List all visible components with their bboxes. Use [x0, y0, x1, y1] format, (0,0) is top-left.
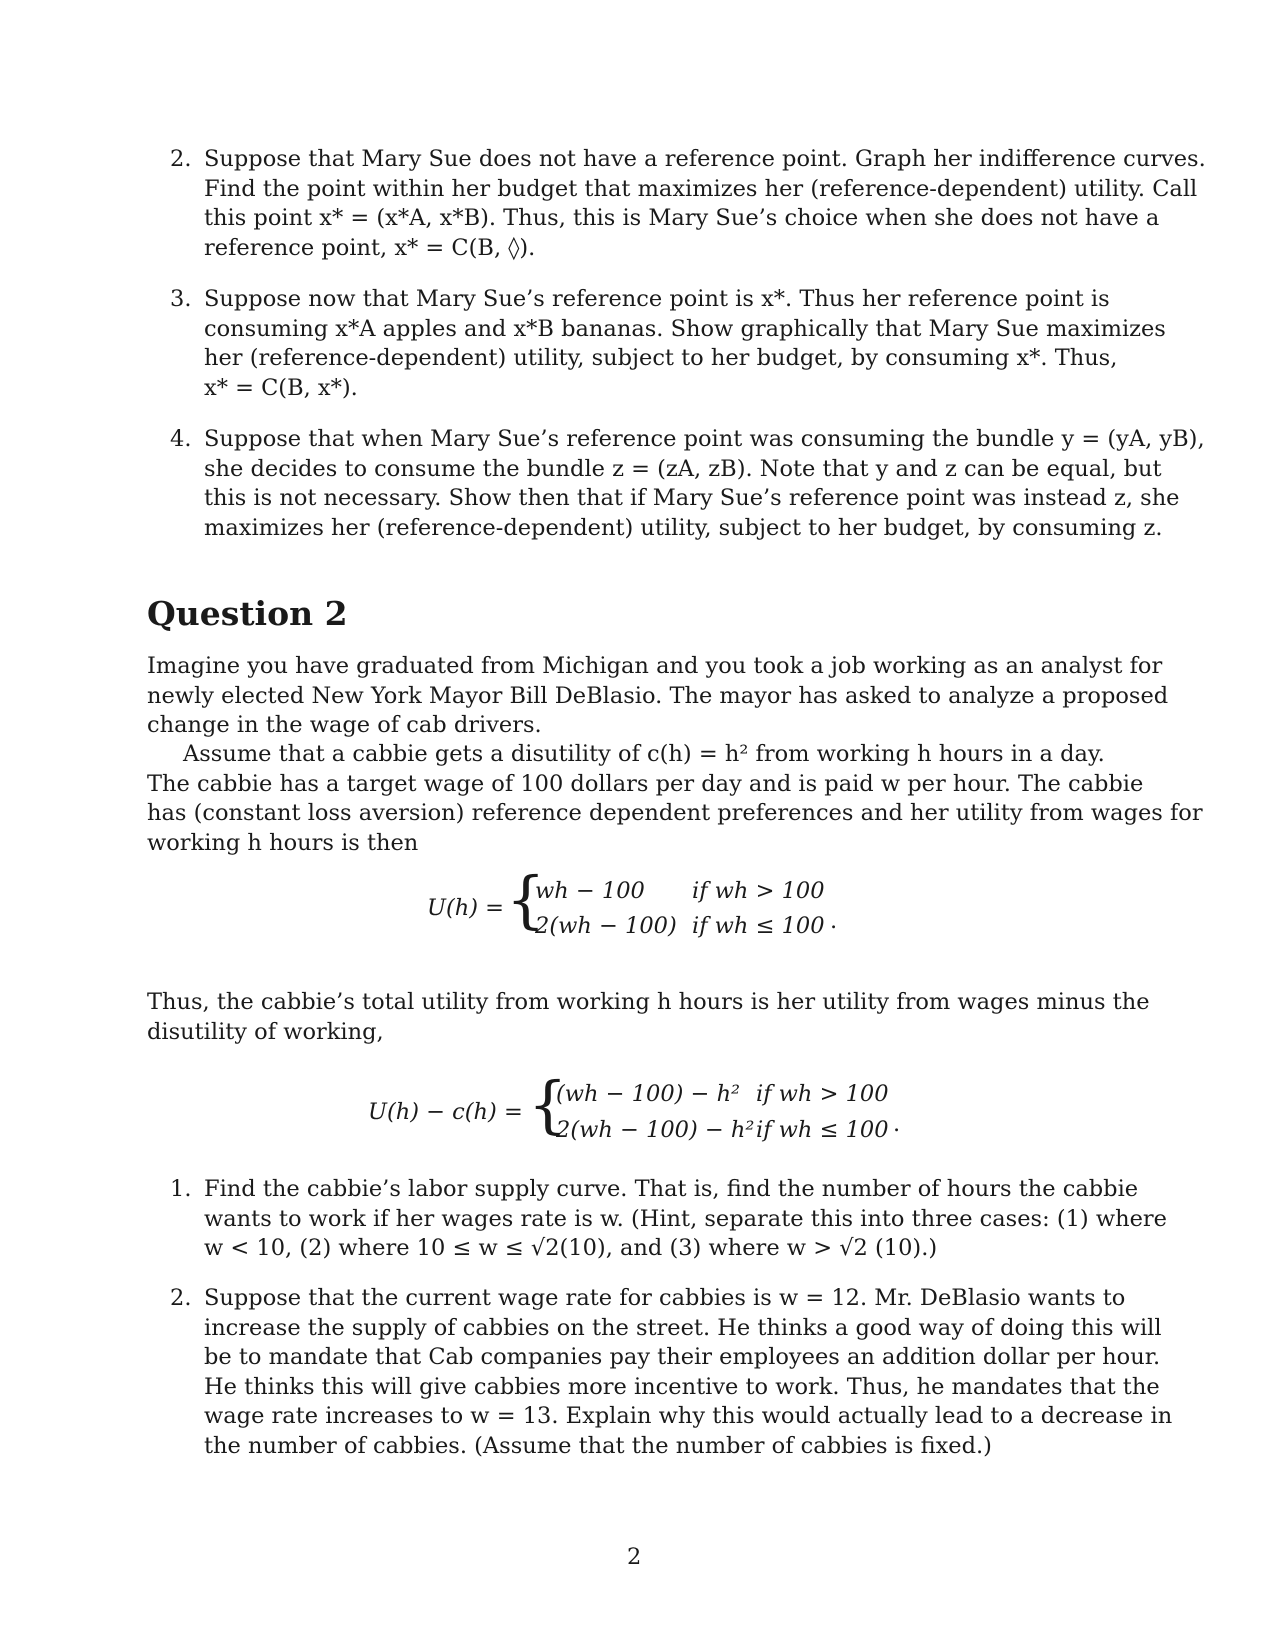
case-1-condition: if wh > 100 [692, 878, 825, 904]
q2-item-1-line: Find the cabbie’s labor supply curve. That is, find the number of hours the cabbie [204, 1176, 1139, 1202]
q2-item-1-line: w < 10, (2) where 10 ≤ w ≤ √2(10), and (3) where w > √2 (10).) [204, 1235, 938, 1261]
section-heading: Question 2 [147, 594, 348, 633]
page-number: 2 [627, 1544, 642, 1570]
item-2-line: reference point, x* = C(B, ◊). [204, 234, 536, 261]
equation-period: . [893, 1111, 901, 1137]
case-1-expression: (wh − 100) − h² [556, 1081, 741, 1107]
item-4-text [204, 425, 1205, 543]
equation-period: . [830, 908, 838, 934]
q2-item-2-number: 2. [170, 1285, 192, 1311]
item-4-line: she decides to consume the bundle z = (zA, zB). Note that y and z can be equal, but [204, 455, 1162, 482]
equation-lhs: U(h) = [427, 895, 505, 921]
item-2-line: this point x* = (x*A, x*B). Thus, this is Mary Sue’s choice when she does not have a [204, 205, 1160, 231]
intro-line: change in the wage of cab drivers. [147, 712, 542, 738]
item-3-number: 3. [170, 286, 192, 312]
left-brace: { [528, 1068, 568, 1141]
total-utility-line: Thus, the cabbie’s total utility from working h hours is her utility from wages minus the [147, 989, 1150, 1015]
item-2-text [204, 145, 1206, 263]
case-2-expression: 2(wh − 100) − h² [556, 1117, 755, 1143]
assumption-line: has (constant loss aversion) reference dependent preferences and her utility from wages for [147, 800, 1203, 826]
item-2-number: 2. [170, 146, 192, 172]
item-3-line: x* = C(B, x*). [204, 374, 358, 401]
equation-lhs: U(h) − c(h) = [368, 1099, 523, 1125]
q2-item-1-line: wants to work if her wages rate is w. (Hint, separate this into three cases: (1) where [204, 1205, 1167, 1232]
left-brace: { [506, 863, 546, 936]
intro-line: newly elected New York Mayor Bill DeBlasio. The mayor has asked to analyze a proposed [147, 682, 1169, 709]
intro-paragraph [147, 652, 1169, 741]
assumption-line: Assume that a cabbie gets a disutility of c(h) = h² from working h hours in a day. [183, 741, 1105, 767]
assumption-line: working h hours is then [147, 829, 419, 856]
q2-item-2-line: Suppose that the current wage rate for cabbies is w = 12. Mr. DeBlasio wants to [204, 1285, 1126, 1311]
total-utility-line: disutility of working, [147, 1018, 384, 1045]
intro-line: Imagine you have graduated from Michigan and you took a job working as an analyst for [147, 653, 1163, 679]
item-3-text [204, 285, 1166, 403]
item-2-line: Suppose that Mary Sue does not have a reference point. Graph her indifference curves. [204, 146, 1206, 172]
q2-item-2-line: He thinks this will give cabbies more incentive to work. Thus, he mandates that the [204, 1373, 1160, 1400]
q2-item-1-text [204, 1175, 1167, 1264]
q2-item-2-line: wage rate increases to w = 13. Explain why this would actually lead to a decrease in [204, 1403, 1173, 1429]
q2-item-2-text [204, 1284, 1173, 1461]
q2-item-1-number: 1. [170, 1176, 192, 1202]
case-1-expression: wh − 100 [535, 878, 645, 904]
assumption-line: The cabbie has a target wage of 100 dollars per day and is paid w per hour. The cabbie [147, 770, 1144, 797]
assumption-paragraph [147, 740, 1203, 858]
q2-item-2-line: be to mandate that Cab companies pay their employees an addition dollar per hour. [204, 1344, 1161, 1370]
case-1-condition: if wh > 100 [756, 1081, 889, 1107]
item-4-number: 4. [170, 426, 192, 452]
q2-item-2-line: the number of cabbies. (Assume that the number of cabbies is fixed.) [204, 1432, 992, 1459]
item-4-line: Suppose that when Mary Sue’s reference point was consuming the bundle y = (yA, yB), [204, 426, 1205, 452]
item-3-line: her (reference-dependent) utility, subject to her budget, by consuming x*. Thus, [204, 345, 1118, 371]
case-2-expression: 2(wh − 100) [535, 913, 677, 939]
item-4-line: this is not necessary. Show then that if Mary Sue’s reference point was instead z, she [204, 485, 1180, 511]
item-4-line: maximizes her (reference-dependent) utility, subject to her budget, by consuming z. [204, 514, 1163, 541]
total-utility-paragraph [147, 988, 1150, 1047]
item-3-line: Suppose now that Mary Sue’s reference point is x*. Thus her reference point is [204, 286, 1110, 312]
item-3-line: consuming x*A apples and x*B bananas. Show graphically that Mary Sue maximizes [204, 315, 1166, 342]
case-2-condition: if wh ≤ 100 [692, 913, 825, 939]
item-2-line: Find the point within her budget that maximizes her (reference-dependent) utility. Call [204, 175, 1198, 202]
case-2-condition: if wh ≤ 100 [756, 1117, 889, 1143]
q2-item-2-line: increase the supply of cabbies on the street. He thinks a good way of doing this will [204, 1314, 1162, 1341]
